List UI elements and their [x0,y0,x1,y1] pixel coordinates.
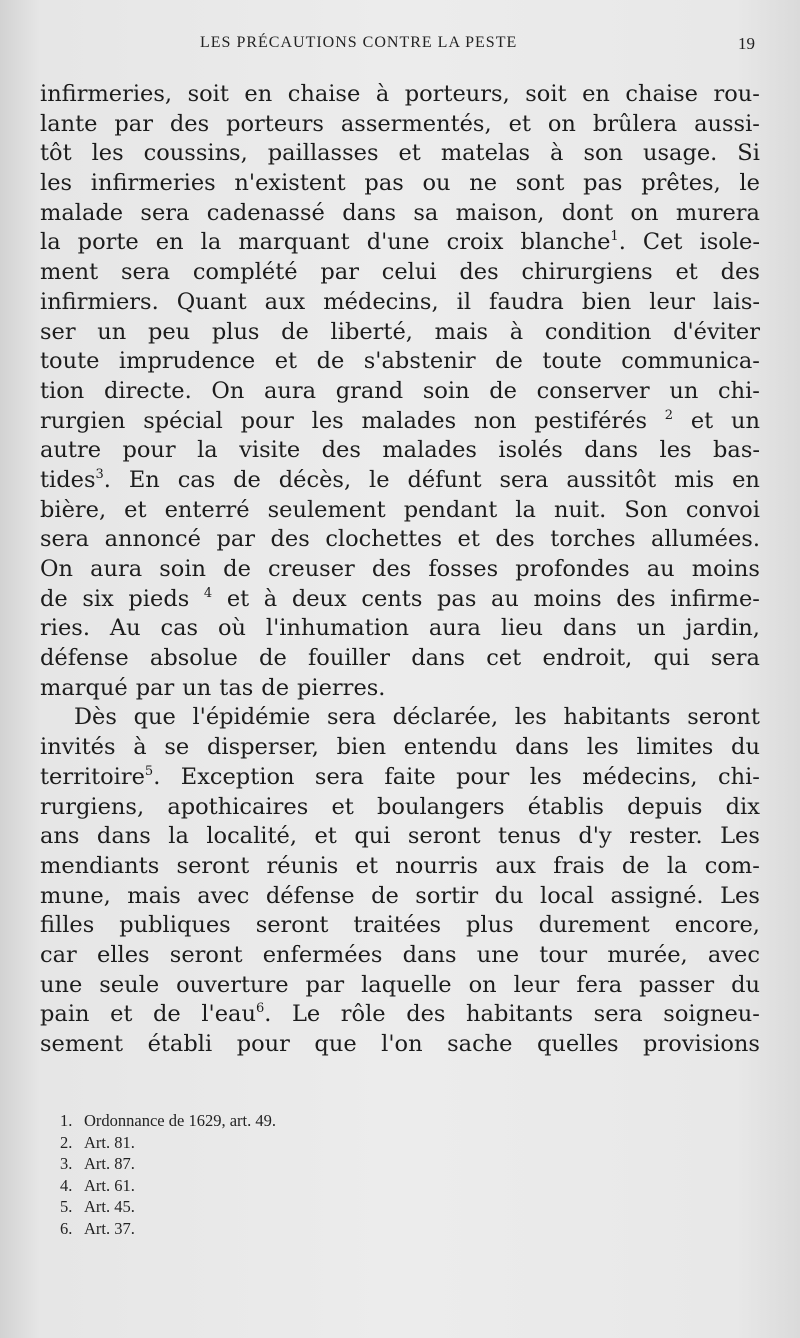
text-line: la porte en la marquant d'une croix blanche$^1$. Cet isole- [40,229,760,256]
footnote-number: 3. [60,1154,73,1173]
footnote-text: Art. 37. [84,1218,135,1238]
text-line: territoire$^5$. Exception sera faite pour les médecins, chi- [40,763,760,790]
text-line: défense absolue de fouiller dans cet endroit, qui sera [40,645,760,672]
footnote-number: 1. [60,1111,73,1130]
text-line: infirmeries, soit en chaise à porteurs, soit en chaise rou- [40,81,760,107]
footnote-text: Art. 61. [84,1175,135,1195]
footnote-number: 6. [60,1218,73,1238]
text-line: infirmiers. Quant aux médecins, il faudra bien leur lais- [40,288,760,315]
text-line: marqué par un tas de pierres. [40,674,386,701]
text-line: mune, mais avec défense de sortir du local assigné. Les [40,882,760,909]
page-number: 19 [738,34,755,53]
running-head [0,34,800,58]
text-line: autre pour la visite des malades isolés dans les bas- [40,437,760,464]
text-line: ment sera complété par celui des chirurgiens et des [40,259,760,286]
text-line: rurgien spécial pour les malades non pestiférés $^2$ et un [40,407,760,434]
text-line: tides$^3$. En cas de décès, le défunt sera aussitôt mis en [40,466,760,493]
text-line: tion directe. On aura grand soin de conserver un chi- [40,377,760,404]
footnote-number: 2. [60,1132,73,1152]
text-line: filles publiques seront traitées plus durement encore, [40,912,760,939]
running-title: LES PRÉCAUTIONS CONTRE LA PESTE [200,34,518,51]
text-line: ries. Au cas où l'inhumation aura lieu dans un jardin, [40,615,760,642]
text-line: pain et de l'eau$^6$. Le rôle des habitants sera soigneu- [40,1001,760,1028]
text-line: ser un peu plus de liberté, mais à condition d'éviter [40,318,760,345]
footnotes [60,1110,560,1239]
text-line: les infirmeries n'existent pas ou ne sont pas prêtes, le [40,170,760,197]
footnote [60,1132,560,1154]
footnote-number: 5. [60,1197,73,1216]
footnote [60,1175,560,1197]
text-line: une seule ouverture par laquelle on leur fera passer du [40,971,760,998]
text-line: mendiants seront réunis et nourris aux frais de la com- [40,852,760,879]
footnote [60,1110,560,1132]
body-text [40,80,760,1060]
text-line: toute imprudence et de s'abstenir de toute communica- [40,348,760,375]
text-line: ans dans la localité, et qui seront tenus d'y rester. Les [40,823,760,850]
footnote-text: Art. 45. [84,1197,135,1216]
footnote-number: 4. [60,1175,73,1195]
text-line: invités à se disperser, bien entendu dans les limites du [40,734,760,761]
text-line: bière, et enterré seulement pendant la nuit. Son convoi [40,496,760,523]
text-line: malade sera cadenassé dans sa maison, dont on murera [40,199,760,226]
footnote-text: Ordonnance de 1629, art. 49. [84,1111,276,1130]
text-line: Dès que l'épidémie sera déclarée, les habitants seront [74,704,760,731]
text-line: tôt les coussins, paillasses et matelas à son usage. Si [40,140,760,167]
footnote-text: Art. 87. [84,1154,135,1173]
footnote [60,1218,560,1240]
text-line: rurgiens, apothicaires et boulangers établis depuis dix [40,793,760,820]
footnote [60,1153,560,1175]
text-line: de six pieds $^4$ et à deux cents pas au moins des infirme- [40,585,760,612]
text-line: sera annoncé par des clochettes et des torches allumées. [40,526,760,553]
footnote-text: Art. 81. [84,1132,135,1152]
footnote [60,1196,560,1218]
text-line: car elles seront enfermées dans une tour murée, avec [40,941,760,968]
text-line: On aura soin de creuser des fosses profondes au moins [40,556,760,582]
text-line: sement établi pour que l'on sache quelles provisions [40,1031,760,1057]
text-line: lante par des porteurs assermentés, et on brûlera aussi- [40,110,760,137]
